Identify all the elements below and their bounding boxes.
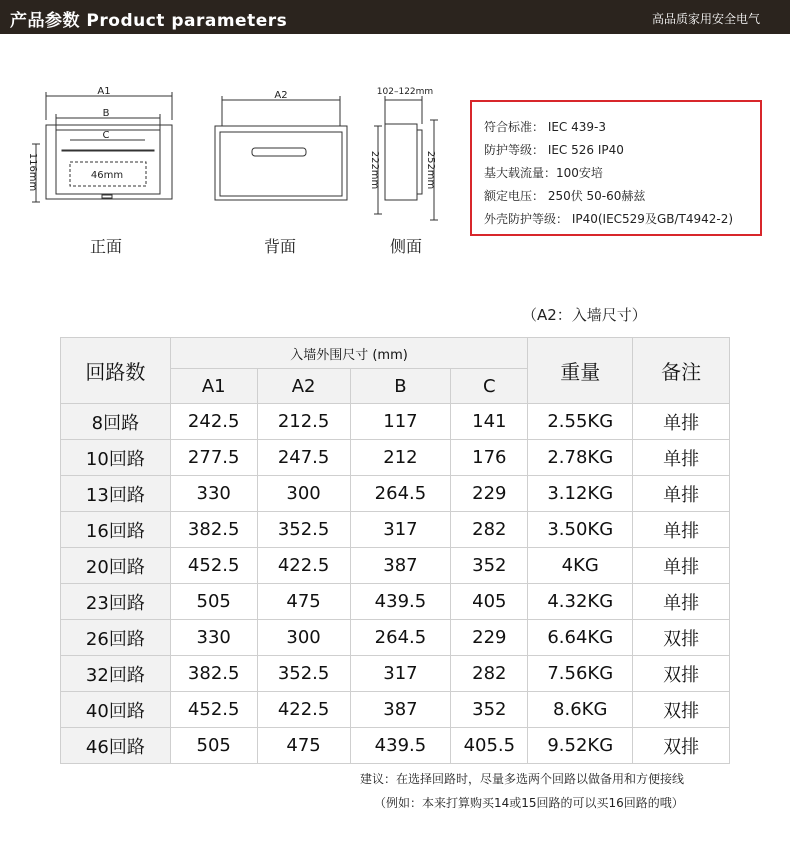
cell-weight: 8.6KG [528, 692, 633, 728]
cell-a2: 300 [257, 476, 350, 512]
cell-a2: 475 [257, 728, 350, 764]
cell-a1: 452.5 [170, 548, 257, 584]
cell-b: 439.5 [350, 728, 451, 764]
cell-remark: 双排 [633, 728, 730, 764]
cell-a1: 242.5 [170, 404, 257, 440]
cell-a2: 422.5 [257, 692, 350, 728]
header-circuits: 回路数 [61, 338, 171, 404]
cell-a2: 352.5 [257, 512, 350, 548]
cell-weight: 3.12KG [528, 476, 633, 512]
cell-weight: 7.56KG [528, 656, 633, 692]
cell-a2: 247.5 [257, 440, 350, 476]
table-row [61, 620, 730, 656]
table-row [61, 404, 730, 440]
header-remark: 备注 [633, 338, 730, 404]
cell-b: 387 [350, 548, 451, 584]
header-a1: A1 [170, 369, 257, 404]
cell-c: 229 [451, 476, 528, 512]
cell-b: 264.5 [350, 476, 451, 512]
cell-weight: 2.55KG [528, 404, 633, 440]
cell-a2: 475 [257, 584, 350, 620]
cell-a1: 382.5 [170, 512, 257, 548]
cell-remark: 单排 [633, 404, 730, 440]
cell-a1: 382.5 [170, 656, 257, 692]
back-view-label: 背面 [263, 237, 296, 256]
header-b: B [350, 369, 451, 404]
diagram-drawing [0, 80, 460, 260]
cell-b: 317 [350, 512, 451, 548]
cell-remark: 单排 [633, 548, 730, 584]
dim-h2-label: 252mm [425, 150, 436, 190]
table-row [61, 548, 730, 584]
brand-slogan: 高品质家用安全电气 [651, 12, 760, 26]
cell-a2: 212.5 [257, 404, 350, 440]
cell-circuits: 20回路 [61, 548, 171, 584]
side-view-label: 侧面 [389, 237, 422, 256]
cell-b: 117 [350, 404, 451, 440]
header-size: 入墙外围尺寸 (mm) [170, 338, 528, 369]
header-c: C [451, 369, 528, 404]
cell-a1: 505 [170, 728, 257, 764]
cell-a1: 330 [170, 620, 257, 656]
dim-depth-label: 102–122mm [376, 87, 434, 97]
cell-remark: 单排 [633, 440, 730, 476]
cell-circuits: 46回路 [61, 728, 171, 764]
cell-circuits: 40回路 [61, 692, 171, 728]
cell-circuits: 32回路 [61, 656, 171, 692]
cell-weight: 6.64KG [528, 620, 633, 656]
dimension-diagrams [0, 80, 460, 260]
cell-a2: 422.5 [257, 548, 350, 584]
header-weight: 重量 [528, 338, 633, 404]
cell-a1: 277.5 [170, 440, 257, 476]
cell-c: 229 [451, 620, 528, 656]
cell-a2: 352.5 [257, 656, 350, 692]
cell-a1: 452.5 [170, 692, 257, 728]
table-row [61, 512, 730, 548]
cell-circuits: 26回路 [61, 620, 171, 656]
dim-c-label: C [102, 130, 110, 141]
table-row [61, 440, 730, 476]
cell-remark: 单排 [633, 476, 730, 512]
cell-b: 439.5 [350, 584, 451, 620]
cell-b: 317 [350, 656, 451, 692]
dim-inner-label: 46mm [90, 170, 124, 181]
table-row [61, 476, 730, 512]
table-row [61, 656, 730, 692]
dim-a1-label: A1 [97, 86, 111, 97]
table-row [61, 692, 730, 728]
dim-a2-label: A2 [274, 90, 288, 101]
cell-c: 352 [451, 548, 528, 584]
table-row [61, 584, 730, 620]
cell-b: 387 [350, 692, 451, 728]
spec-current: 基大载流量：100安培 [484, 166, 603, 180]
cell-circuits: 16回路 [61, 512, 171, 548]
cell-b: 264.5 [350, 620, 451, 656]
cell-c: 282 [451, 656, 528, 692]
cell-weight: 4.32KG [528, 584, 633, 620]
cell-c: 405.5 [451, 728, 528, 764]
cell-a1: 505 [170, 584, 257, 620]
spec-voltage: 额定电压： 250伏 50-60赫兹 [484, 189, 646, 203]
spec-protection: 防护等级： IEC 526 IP40 [484, 143, 624, 157]
spec-box [470, 100, 762, 236]
dim-h1-label: 222mm [369, 150, 380, 190]
footnote-advice: 建议：在选择回路时，尽量多选两个回路以做备用和方便接线 [360, 772, 685, 786]
footnote-example: （例如：本来打算购买14或15回路的可以买16回路的哦） [374, 796, 684, 810]
cell-circuits: 23回路 [61, 584, 171, 620]
cell-remark: 双排 [633, 692, 730, 728]
cell-circuits: 10回路 [61, 440, 171, 476]
cell-weight: 4KG [528, 548, 633, 584]
spec-standard: 符合标准： IEC 439-3 [484, 120, 606, 134]
cell-remark: 双排 [633, 620, 730, 656]
table-body [61, 404, 730, 764]
back-view-diagram [215, 96, 347, 200]
front-view-label: 正面 [89, 237, 122, 256]
header-bar [0, 0, 790, 34]
cell-weight: 9.52KG [528, 728, 633, 764]
dim-b-label: B [102, 108, 110, 119]
table-row [61, 728, 730, 764]
cell-weight: 2.78KG [528, 440, 633, 476]
header-a2: A2 [257, 369, 350, 404]
spec-enclosure: 外壳防护等级： IP40(IEC529及GB/T4942-2) [484, 212, 734, 226]
table-note: （A2：入墙尺寸） [522, 306, 647, 324]
cell-c: 176 [451, 440, 528, 476]
cell-weight: 3.50KG [528, 512, 633, 548]
cell-c: 282 [451, 512, 528, 548]
cell-b: 212 [350, 440, 451, 476]
cell-circuits: 8回路 [61, 404, 171, 440]
cell-circuits: 13回路 [61, 476, 171, 512]
cell-c: 141 [451, 404, 528, 440]
cell-remark: 单排 [633, 512, 730, 548]
cell-remark: 单排 [633, 584, 730, 620]
parameters-table [60, 337, 730, 764]
cell-c: 405 [451, 584, 528, 620]
cell-a2: 300 [257, 620, 350, 656]
dim-height-label: 116mm [27, 152, 38, 192]
cell-c: 352 [451, 692, 528, 728]
cell-remark: 双排 [633, 656, 730, 692]
cell-a1: 330 [170, 476, 257, 512]
page-title: 产品参数 Product parameters [10, 11, 288, 31]
